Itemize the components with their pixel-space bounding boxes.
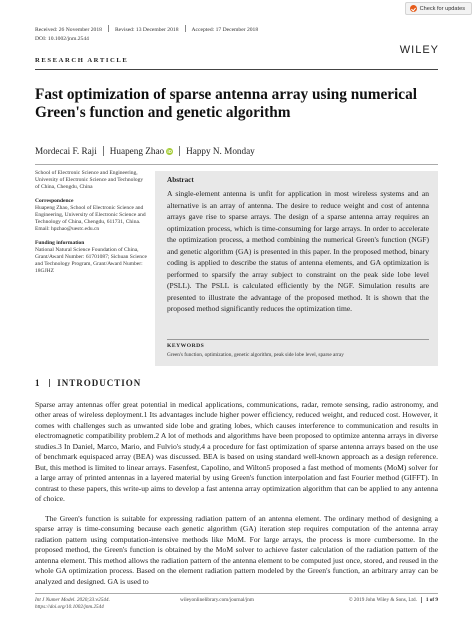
author-name[interactable]: Mordecai F. Raji bbox=[35, 146, 97, 156]
affiliation: School of Electronic Science and Engineering, University of Electronic Science and Technology of China, Chengdu, China bbox=[35, 170, 144, 191]
abstract-heading: Abstract bbox=[167, 176, 194, 184]
divider bbox=[35, 164, 438, 165]
correspondence-text: Huapeng Zhao, School of Electronic Science and Engineering, University of Electronic Science and Technology of China, Chengdu, 611731, China. Email: hpzhao@uestc.edu.cn bbox=[35, 204, 146, 233]
section-number: 1 bbox=[35, 378, 41, 388]
accepted-date: Accepted: 17 December 2018 bbox=[191, 27, 259, 33]
copyright: © 2019 John Wiley & Sons, Ltd. bbox=[348, 597, 417, 603]
abstract-text: A single-element antenna is unfit for application in most wireless systems and an alternative is an array of antenna. The desire to reduce weight and cost of antenna arrays gave rise to sparse arrays. The design of a sparse antenna array requires an optimization process, which is time-consuming for large arrays. In order to accelerate the optimization process, a method combining the numerical Green's function (NGF) and genetic algorithm (GA) is presented in this paper. In the proposed method, binary coding is applied to describe the status of antenna elements, and GA optimization is performed to sparsify the array subject to constraint on the peak side lobe level (PSLL). The PSLL is calculated efficiently by the NGF. Simulation results are presented to illustrate the advantage of the proposed method. It is shown that the proposed method significantly reduces the optimization time. bbox=[167, 189, 429, 313]
check-updates-icon bbox=[410, 5, 417, 12]
correspondence bbox=[35, 198, 147, 234]
funding bbox=[35, 240, 147, 276]
section-title: INTRODUCTION bbox=[57, 378, 142, 388]
doi[interactable]: DOI: 10.1002/jnm.2544 bbox=[35, 36, 89, 42]
received-date: Received: 26 November 2018 bbox=[35, 27, 102, 33]
author-info-column bbox=[35, 170, 147, 282]
journal-website-link[interactable]: wileyonlinelibrary.com/journal/jnm bbox=[180, 597, 254, 603]
body-paragraph: Sparse array antennas offer great potential in medical applications, communications, radar, remote sensing, radio astronomy, and other areas of wireless deployment.1 Its advantages include higher power efficiency, reduced weight, and reduced cost. However, it comes with challenges such as unwanted side lobe and grating lobes, which causes interference to communication and results in electromagnetic compatibility problem.2 A lot of methods and algorithms have been proposed to optimize antenna arrays in diverse studies.3 In Daniel, Marco, Mario, and Fulvio's study,4 a procedure for fast optimization of sparse antenna arrays based on the use of benchmark equispaced array (BEA) was discussed. BEA is based on using standard well-known approach as a design reference. But, this method is limited to linear arrays. Fasenfest, Capolino, and Wilton5 proposed a fast method of moments (MoM) solver for a large array of printed antennas in a layered material by using Green's function interpolation and fast Fourier method (GIFFT). In contrast to these papers, this write-up aims to develop a fast antenna array optimization algorithm that can be applied to any antenna of choice. bbox=[35, 400, 438, 504]
divider bbox=[185, 25, 186, 32]
header-rule bbox=[35, 69, 438, 70]
divider bbox=[49, 379, 50, 387]
divider bbox=[108, 25, 109, 32]
footer-right bbox=[349, 597, 438, 603]
author-name[interactable]: Happy N. Monday bbox=[186, 146, 255, 156]
keywords-list: Green's function, optimization, genetic algorithm, peak side lobe level, sparse array bbox=[167, 352, 344, 358]
footer-doi-link[interactable]: https://doi.org/10.1002/jnm.2544 bbox=[35, 603, 104, 610]
funding-heading: Funding information bbox=[35, 239, 85, 246]
section-heading bbox=[35, 378, 141, 388]
author-list bbox=[35, 146, 255, 156]
publisher-logo: WILEY bbox=[399, 44, 439, 56]
article-dates bbox=[35, 25, 258, 33]
check-updates-label: Check for updates bbox=[419, 5, 465, 12]
orcid-icon[interactable]: iD bbox=[167, 148, 172, 154]
body-paragraph: The Green's function is suitable for expressing radiation pattern of an antenna element. The ordinary method of designing a sparse array is time-consuming because each genetic algorithm (GA) iteration step requires computation of the antenna array radiation pattern using computation-intensive methods like MoM. For large arrays, the process is more cumbersome. In the proposed method, the Green's function is obtained by the MoM solver to achieve faster calculation of the radiation pattern of the antenna element. This method allows the radiation pattern of the antenna element to be computed just once, stored, and reused in the whole GA optimization process. Based on the element radiation pattern modeled by the Green's function, an arbitrary array can be analyzed and designed. GA is used to bbox=[35, 514, 438, 586]
footer-rule bbox=[35, 593, 438, 594]
author-name[interactable]: Huapeng Zhao bbox=[109, 146, 165, 156]
divider bbox=[167, 339, 429, 340]
journal-citation: Int J Numer Model. 2020;33:e2544. bbox=[35, 597, 110, 603]
article-type: RESEARCH ARTICLE bbox=[35, 57, 129, 64]
divider bbox=[179, 146, 180, 156]
page-number: 1 of 9 bbox=[421, 597, 438, 603]
keywords-heading: KEYWORDS bbox=[167, 343, 205, 349]
correspondence-heading: Correspondence bbox=[35, 197, 74, 204]
article-title: Fast optimization of sparse antenna array using numerical Green's function and genetic algorithm bbox=[35, 86, 417, 121]
divider bbox=[103, 146, 104, 156]
revised-date: Revised: 13 December 2018 bbox=[114, 27, 179, 33]
footer-citation bbox=[35, 597, 110, 610]
funding-text: National Natural Science Foundation of China, Grant/Award Number: 61701087; Sichuan Science and Technology Program, Grant/Award Number: 18GJHZ bbox=[35, 246, 147, 275]
check-for-updates-button[interactable] bbox=[405, 2, 472, 15]
